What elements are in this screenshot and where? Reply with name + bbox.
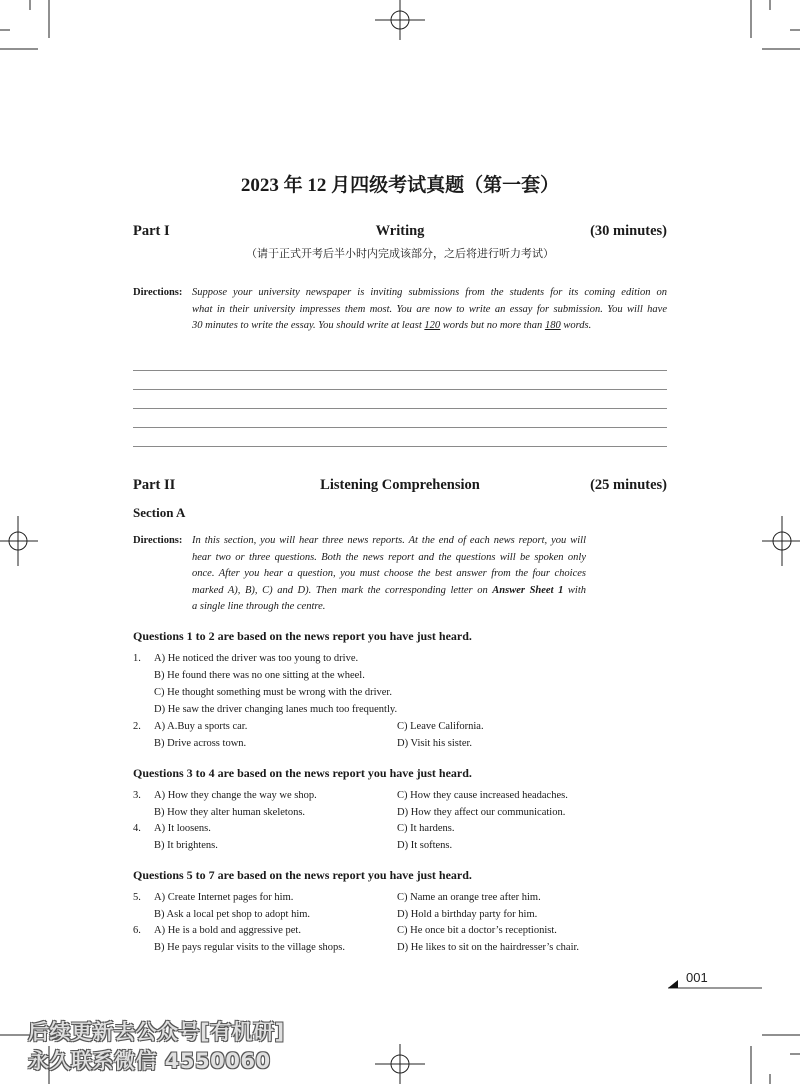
part2-name: Listening Comprehension bbox=[320, 477, 480, 493]
question-group-heading: Questions 3 to 4 are based on the news report you have just heard. bbox=[133, 766, 472, 780]
option-a: A) He noticed the driver was too young to drive. bbox=[154, 653, 359, 664]
question-number: 5. bbox=[133, 892, 141, 903]
option-c: C) He once bit a doctor’s receptionist. bbox=[397, 925, 557, 936]
option-b: B) He found there was no one sitting at the wheel. bbox=[154, 670, 365, 681]
part2-label: Part II bbox=[133, 477, 176, 493]
option-d: D) It softens. bbox=[397, 840, 453, 851]
watermark-line-2: 永久联系微信 4550060 bbox=[28, 1049, 271, 1073]
option-c: C) How they cause increased headaches. bbox=[397, 790, 568, 801]
option-b: B) He pays regular visits to the village shops. bbox=[154, 942, 346, 953]
question-group-heading: Questions 1 to 2 are based on the news report you have just heard. bbox=[133, 629, 472, 643]
part1-directions-line: Suppose your university newspaper is inviting submissions from the students for its coming edition on bbox=[192, 287, 667, 298]
section-a-title: Section A bbox=[133, 505, 186, 520]
part2-header bbox=[133, 477, 667, 497]
directions-text-fragment: words but no more than bbox=[440, 320, 545, 332]
option-a: A) A.Buy a sports car. bbox=[154, 721, 248, 732]
writing-line bbox=[133, 370, 667, 371]
part1-directions-label: Directions: bbox=[133, 287, 183, 298]
writing-line bbox=[133, 427, 667, 428]
option-a: A) He is a bold and aggressive pet. bbox=[154, 925, 301, 936]
option-a: A) How they change the way we shop. bbox=[154, 790, 317, 801]
question-number: 2. bbox=[133, 721, 141, 732]
directions-text-fragment: words. bbox=[560, 320, 592, 332]
option-b: B) Drive across town. bbox=[154, 738, 247, 749]
part1-directions-line bbox=[192, 318, 667, 335]
option-d: D) He saw the driver changing lanes much too frequently. bbox=[154, 704, 398, 715]
part1-note: （请于正式开考后半小时内完成该部分，之后将进行听力考试） bbox=[246, 248, 554, 260]
part2-directions-text bbox=[192, 533, 586, 616]
part2-time: (25 minutes) bbox=[590, 477, 667, 493]
exam-title: 2023 年 12 月四级考试真题（第一套） bbox=[240, 175, 560, 196]
option-a: A) Create Internet pages for him. bbox=[154, 892, 294, 903]
option-a: A) It loosens. bbox=[154, 823, 211, 834]
question-number: 6. bbox=[133, 925, 141, 936]
part1-directions-text bbox=[192, 285, 667, 335]
part1-header bbox=[133, 223, 667, 243]
answer-sheet-name: Answer Sheet 1 bbox=[492, 584, 564, 596]
option-c: C) Leave California. bbox=[397, 721, 484, 732]
part1-directions-line: what in their university impresses them most. You are now to write an essay for submission. You will have bbox=[192, 303, 667, 315]
option-c: C) Name an orange tree after him. bbox=[397, 892, 541, 903]
min-word-count: 120 bbox=[424, 320, 441, 332]
part2-directions-line: In this section, you will hear three news reports. At the end of each news report, you will bbox=[192, 535, 586, 546]
part1-time: (30 minutes) bbox=[590, 223, 667, 239]
writing-line bbox=[133, 408, 667, 409]
option-b: B) It brightens. bbox=[154, 840, 218, 851]
part2-directions-label: Directions: bbox=[133, 535, 183, 546]
page-number: 001 bbox=[686, 970, 708, 985]
writing-line bbox=[133, 389, 667, 390]
part1-label: Part I bbox=[133, 223, 170, 239]
option-d: D) Visit his sister. bbox=[397, 738, 473, 749]
option-c: C) He thought something must be wrong with the driver. bbox=[154, 687, 392, 698]
question-number: 1. bbox=[133, 653, 141, 664]
part2-directions-line: a single line through the centre. bbox=[192, 601, 326, 613]
directions-text-fragment: 30 minutes to write the essay. You should write at least bbox=[192, 320, 425, 332]
option-d: D) Hold a birthday party for him. bbox=[397, 909, 538, 920]
directions-text-fragment: marked A), B), C) and D). Then mark the corresponding letter on bbox=[192, 584, 493, 596]
part1-name: Writing bbox=[375, 223, 425, 239]
option-b: B) Ask a local pet shop to adopt him. bbox=[154, 909, 311, 920]
directions-text-fragment: with bbox=[563, 584, 587, 596]
option-c: C) It hardens. bbox=[397, 823, 455, 834]
question-number: 4. bbox=[133, 823, 141, 834]
max-word-count: 180 bbox=[544, 320, 561, 332]
option-b: B) How they alter human skeletons. bbox=[154, 807, 306, 818]
option-d: D) How they affect our communication. bbox=[397, 807, 566, 818]
question-group-heading: Questions 5 to 7 are based on the news report you have just heard. bbox=[133, 868, 472, 882]
watermark-line-1: 后续更新去公众号[有机研] bbox=[28, 1020, 285, 1044]
option-d: D) He likes to sit on the hairdresser’s chair. bbox=[397, 942, 580, 953]
writing-line bbox=[133, 446, 667, 447]
question-number: 3. bbox=[133, 790, 141, 801]
part2-directions-line bbox=[192, 583, 586, 600]
part2-directions-line: hear two or three questions. Both the news report and the questions will be spoken only bbox=[192, 551, 586, 563]
part2-directions-line: once. After you hear a question, you must choose the best answer from the four choices bbox=[192, 568, 586, 580]
